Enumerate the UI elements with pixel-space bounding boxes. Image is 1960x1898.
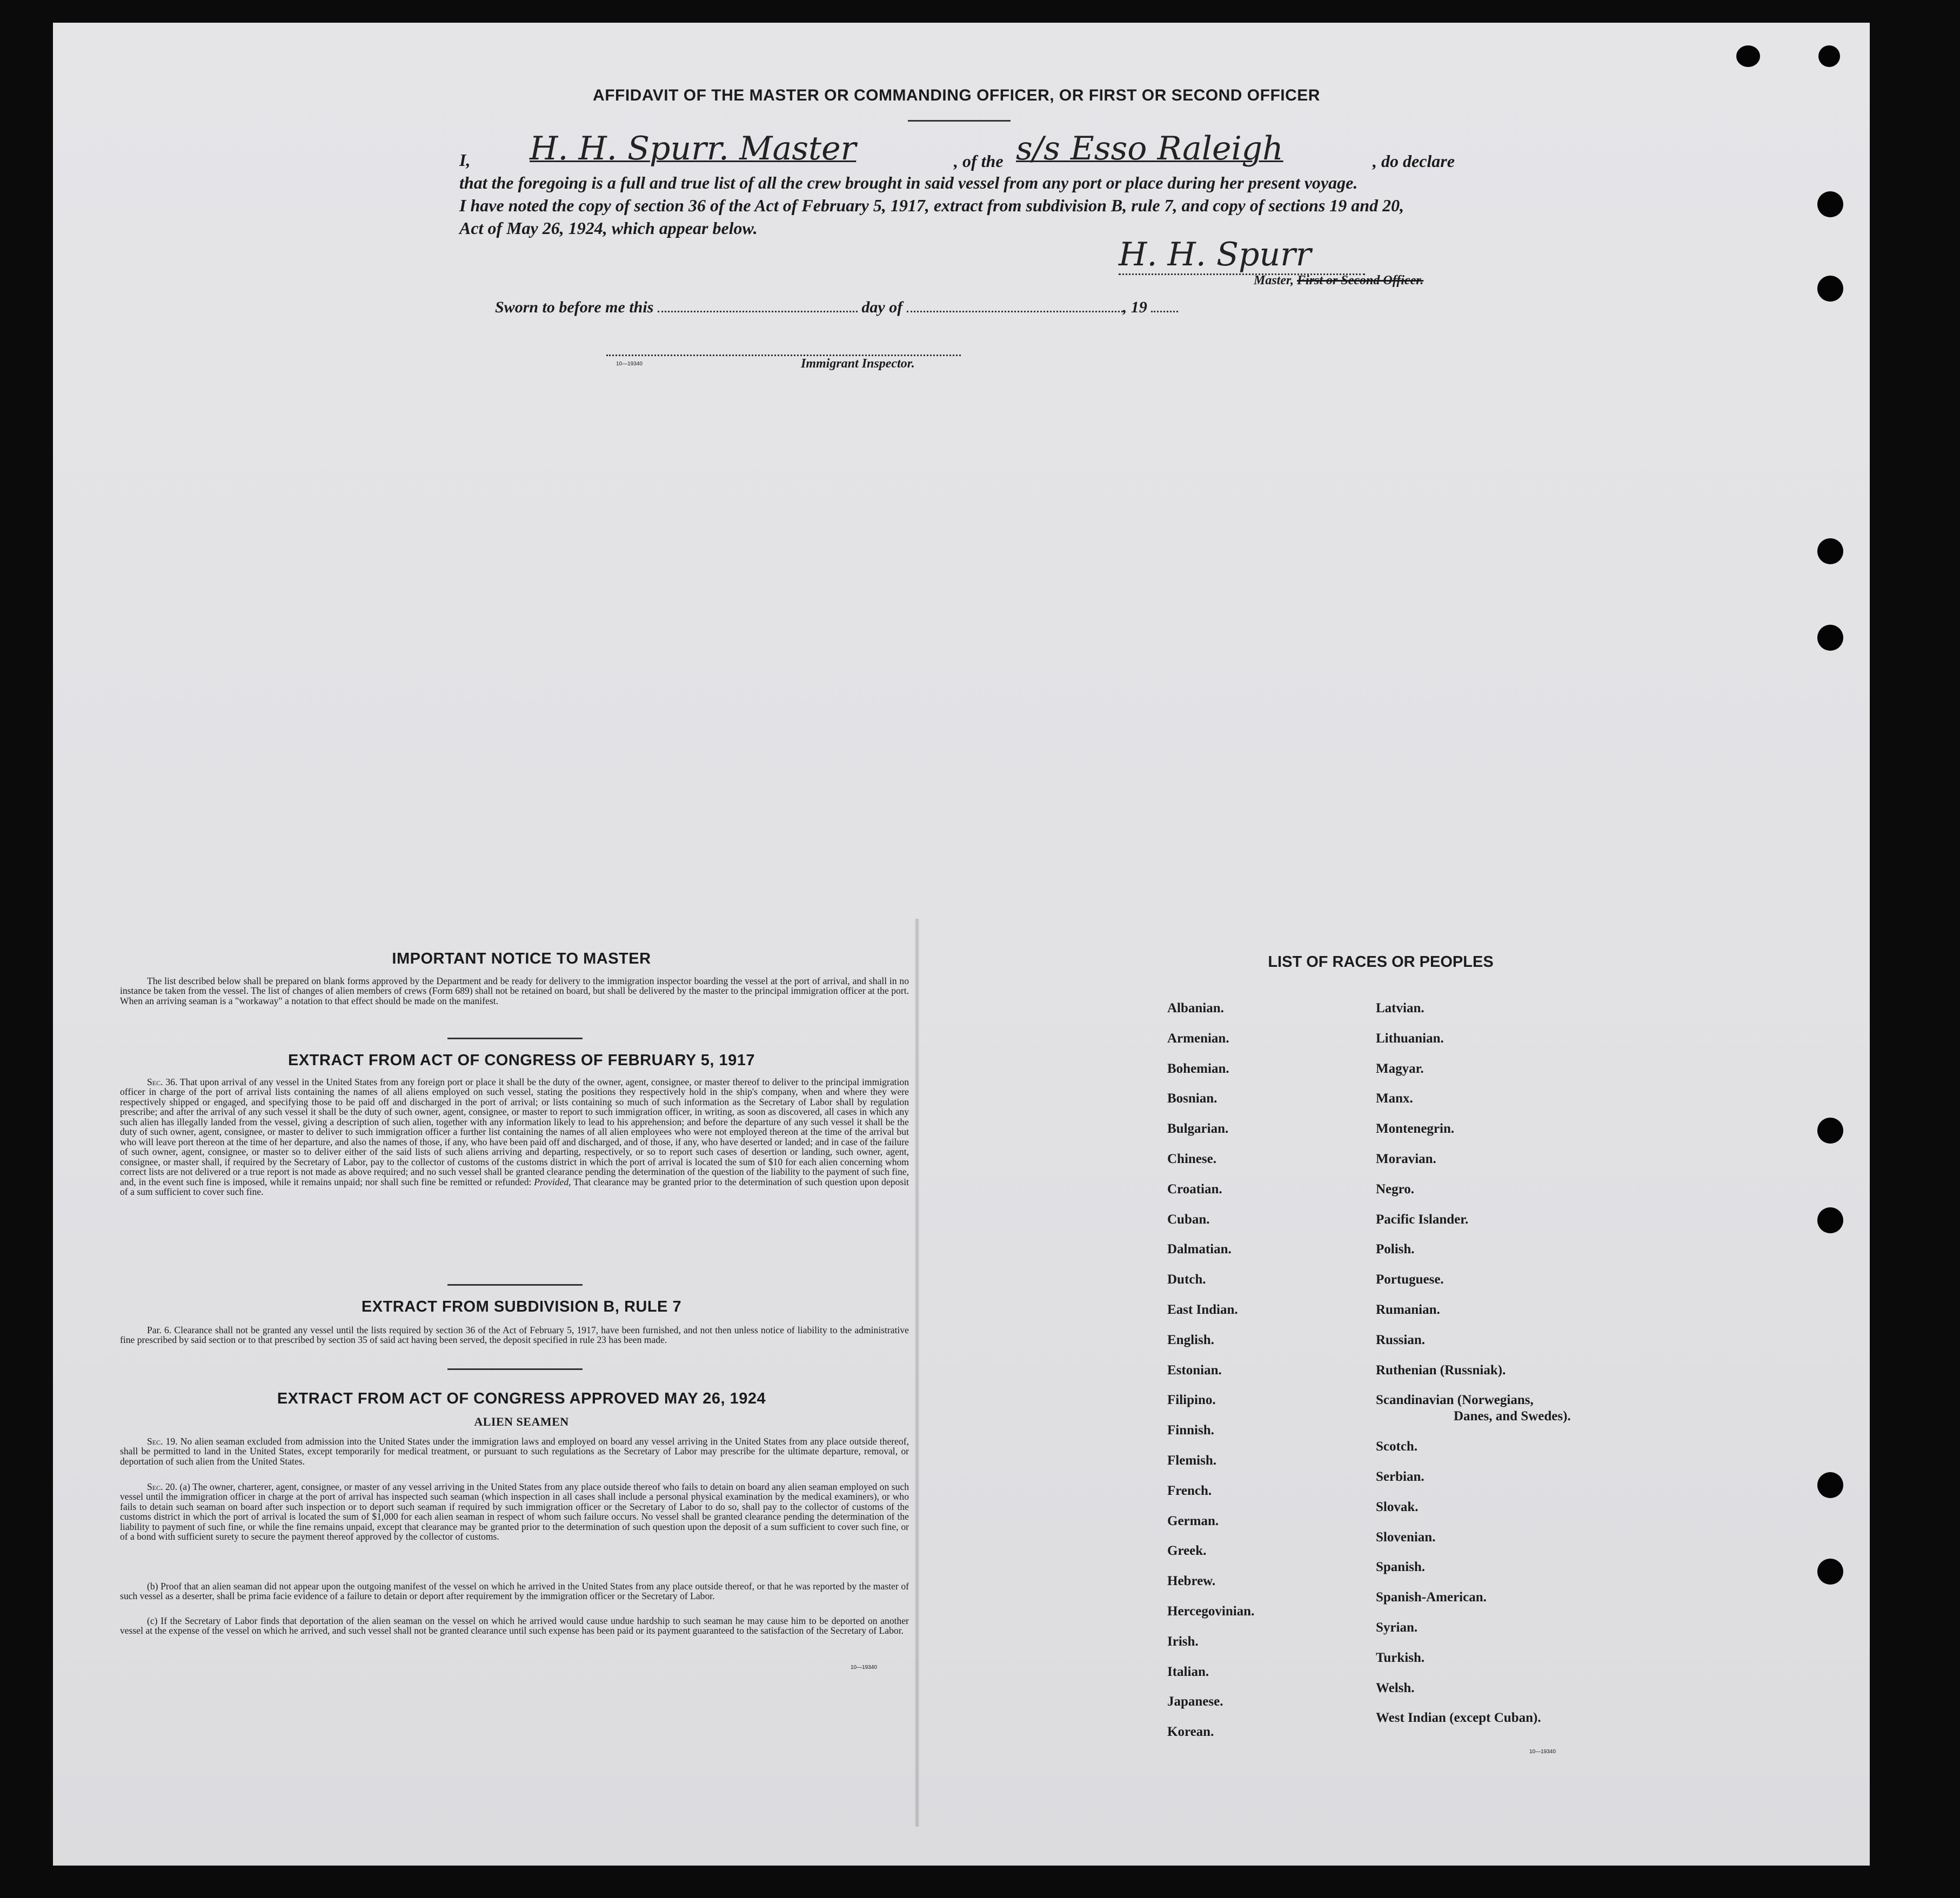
form-code: 10—19340 bbox=[616, 361, 643, 367]
form-code: 10—19340 bbox=[851, 1665, 877, 1670]
punch-hole bbox=[1817, 1472, 1843, 1498]
race-item: Russian. bbox=[1376, 1332, 1426, 1347]
month-blank bbox=[907, 311, 1123, 312]
race-item: Slovak. bbox=[1376, 1499, 1419, 1514]
extract-1917-text bbox=[120, 1077, 909, 1197]
race-item: Scotch. bbox=[1376, 1439, 1418, 1454]
race-item: Manx. bbox=[1376, 1091, 1413, 1106]
punch-hole bbox=[1817, 276, 1843, 302]
affidavit-line-4: Act of May 26, 1924, which appear below. bbox=[459, 218, 758, 238]
section-36-text-end: That clearance may be granted prior to the determination of such question upon deposit of a sum sufficient to cover such fine. bbox=[120, 1176, 909, 1198]
punch-hole bbox=[1817, 1559, 1843, 1585]
section-20a-body: (a) The owner, charterer, agent, consignee, or master of any vessel arriving in the United States from any place outside thereof who fails to detain on board any alien seaman employed on such vessel until the immigration officer in charge at the port of arrival has inspected such seaman (which inspection in all cases shall include a personal physical examination by the medical examiners), or who fails to detain such seaman on board after such inspection or to deport such seaman if required by such immigration officer or the Secretary of Labor to do so, shall pay to the collector of customs of the customs district in which the port of arrival is located the sum of $1,000 for each alien seaman in respect of whom such failure occurs. No vessel shall be granted clearance pending the determination of the liability to payment of such fine, or while the fine remains unpaid, except that clearance may be granted prior to the determination of such question upon the deposit of a sum sufficient to cover such fine, or of a bond with sufficient surety to secure the payment thereof approved by the collector of customs. bbox=[120, 1481, 909, 1542]
rule-7-title: EXTRACT FROM SUBDIVISION B, RULE 7 bbox=[361, 1298, 682, 1315]
race-item: Cuban. bbox=[1167, 1212, 1210, 1227]
section-20b-text: (b) Proof that an alien seaman did not appear upon the outgoing manifest of the vessel on which he arrived in the United States from any place outside thereof, or that he was reported by the master of such vessel as a deserter, shall be prima facie evidence of a failure to detain or deport after requirement by the immigration officer or the Secretary of Labor. bbox=[120, 1581, 909, 1602]
section-label: Sec. 36. bbox=[147, 1077, 178, 1087]
race-item: Syrian. bbox=[1376, 1620, 1418, 1635]
race-item: Greek. bbox=[1167, 1543, 1207, 1559]
race-item: Lithuanian. bbox=[1376, 1031, 1444, 1046]
provided-label: Provided, bbox=[534, 1176, 571, 1187]
race-item: Magyar. bbox=[1376, 1061, 1424, 1076]
race-item: French. bbox=[1167, 1483, 1212, 1498]
race-item: Portuguese. bbox=[1376, 1272, 1444, 1287]
race-item: English. bbox=[1167, 1332, 1214, 1347]
punch-hole bbox=[1818, 45, 1840, 67]
race-item: Montenegrin. bbox=[1376, 1121, 1455, 1137]
divider bbox=[447, 1284, 583, 1286]
alien-seamen-subtitle: ALIEN SEAMEN bbox=[474, 1415, 569, 1428]
struck-officer-caption: First or Second Officer. bbox=[1297, 273, 1424, 288]
race-item: Danes, and Swedes). bbox=[1454, 1409, 1571, 1424]
race-item: Scandinavian (Norwegians, bbox=[1376, 1393, 1534, 1408]
race-item: Irish. bbox=[1167, 1634, 1199, 1649]
race-item: Bosnian. bbox=[1167, 1091, 1218, 1106]
notice-text: The list described below shall be prepared on blank forms approved by the Department and be ready for delivery to the immigration inspector boarding the vessel at the port of arrival, and shall in no instance be taken from the vessel. The list of changes of alien members of crews (Form 689) shall not be retained on board, but shall be delivered by the master to the principal immigration officer at the port. When an arriving seaman is a "workaway" a notation to that effect should be made on the manifest. bbox=[120, 975, 909, 1006]
section-label: Sec. 20. bbox=[147, 1481, 177, 1492]
divider bbox=[908, 120, 1011, 122]
section-19-text bbox=[120, 1436, 909, 1466]
race-item: Bohemian. bbox=[1167, 1061, 1229, 1076]
race-item: Hebrew. bbox=[1167, 1574, 1216, 1589]
race-item: Dutch. bbox=[1167, 1272, 1206, 1287]
affidavit-line-1 bbox=[459, 150, 470, 170]
signature-caption bbox=[1254, 273, 1423, 288]
rule-7-text: Par. 6. Clearance shall not be granted any vessel until the lists required by section 36 of the Act of February 5, 1917, have been furnished, and not then unless notice of liability to the administrative fine prescribed by said section or to that prescribed by section 35 of said act having been served, the deposit specified in rule 23 has been made. bbox=[120, 1325, 909, 1346]
punch-hole bbox=[1817, 1207, 1843, 1233]
extract-1924-title: EXTRACT FROM ACT OF CONGRESS APPROVED MAY 26, 1924 bbox=[277, 1390, 766, 1407]
vessel-name-handwritten: s/s Esso Raleigh bbox=[1016, 130, 1283, 168]
section-label: Sec. 19. bbox=[147, 1436, 178, 1447]
race-item: Ruthenian (Russniak). bbox=[1376, 1362, 1506, 1378]
i-label: I, bbox=[459, 150, 471, 170]
race-item: Hercegovinian. bbox=[1167, 1604, 1255, 1619]
section-19-body: No alien seaman excluded from admission into the United States under the immigration laws and employed on board any vessel arriving in the United States from any place outside thereof, shall be permitted to land in the United States, except temporarily for medical treatment, or pursuant to such regulations as the Secretary of Labor may prescribe for the ultimate departure, removal, or deportation of such alien from the United States. bbox=[120, 1436, 909, 1467]
inspector-signature-line bbox=[606, 355, 961, 356]
section-20c-text: (c) If the Secretary of Labor finds that deportation of the alien seaman on the vessel on which he arrived would cause undue hardship to such seaman he may cause him to be deported on another vessel at the expense of the vessel on which he arrived, and such vessel shall not be granted clearance until such expense has been paid or its payment guaranteed to the satisfaction of the Secretary of Labor. bbox=[120, 1615, 909, 1636]
race-item: German. bbox=[1167, 1513, 1219, 1528]
race-item: Filipino. bbox=[1167, 1393, 1216, 1408]
punch-hole bbox=[1817, 1118, 1843, 1144]
race-item: Negro. bbox=[1376, 1181, 1415, 1197]
race-item: Latvian. bbox=[1376, 1001, 1424, 1015]
section-20a-text bbox=[120, 1482, 909, 1542]
year-label: , 19 bbox=[1122, 298, 1147, 316]
race-item: Chinese. bbox=[1167, 1152, 1216, 1166]
signer-name-handwritten: H. H. Spurr. Master bbox=[530, 130, 857, 168]
race-item: Turkish. bbox=[1376, 1650, 1425, 1665]
race-item: Serbian. bbox=[1376, 1469, 1424, 1484]
of-the-label: , of the bbox=[954, 151, 1004, 171]
race-item: Italian. bbox=[1167, 1664, 1209, 1679]
race-item: East Indian. bbox=[1167, 1302, 1238, 1317]
race-item: Moravian. bbox=[1376, 1152, 1436, 1166]
sworn-label: Sworn to before me this bbox=[495, 298, 654, 316]
race-item: Spanish-American. bbox=[1376, 1590, 1487, 1605]
affidavit-line-2: that the foregoing is a full and true list of all the crew brought in said vessel from any port or place during her present voyage. bbox=[459, 173, 1358, 192]
race-item: Slovenian. bbox=[1376, 1529, 1436, 1545]
race-item: Finnish. bbox=[1167, 1423, 1214, 1438]
punch-hole bbox=[1817, 191, 1843, 217]
year-blank bbox=[1151, 311, 1178, 312]
race-item: Dalmatian. bbox=[1167, 1242, 1232, 1257]
race-item: Korean. bbox=[1167, 1725, 1214, 1740]
inspector-label: Immigrant Inspector. bbox=[801, 357, 915, 371]
divider bbox=[447, 1368, 583, 1370]
affidavit-line-3: I have noted the copy of section 36 of the Act of February 5, 1917, extract from subdivision B, rule 7, and copy of sections 19 and 20, bbox=[459, 196, 1404, 215]
race-item: Armenian. bbox=[1167, 1031, 1229, 1046]
race-item: Japanese. bbox=[1167, 1694, 1223, 1709]
punch-hole bbox=[1817, 538, 1843, 564]
notice-title: IMPORTANT NOTICE TO MASTER bbox=[392, 950, 651, 967]
affidavit-title: AFFIDAVIT OF THE MASTER OR COMMANDING OFFICER, OR FIRST OR SECOND OFFICER bbox=[593, 86, 1320, 104]
race-item: Welsh. bbox=[1376, 1680, 1415, 1695]
master-signature-handwritten: H. H. Spurr bbox=[1119, 236, 1365, 275]
extract-1917-title: EXTRACT FROM ACT OF CONGRESS OF FEBRUARY 5, 1917 bbox=[287, 1052, 755, 1069]
race-item: Polish. bbox=[1376, 1242, 1415, 1257]
form-code: 10—19340 bbox=[1529, 1749, 1556, 1755]
race-item: Albanian. bbox=[1167, 1001, 1224, 1015]
do-declare-label: , do declare bbox=[1373, 151, 1455, 171]
race-item: Estonian. bbox=[1167, 1362, 1222, 1378]
day-of-label: day of bbox=[861, 298, 903, 316]
section-36-text: That upon arrival of any vessel in the United States from any foreign port or place it shall be the duty of the owner, agent, consignee, or master thereof to deliver to the principal immigration officer in charge of the port of arrival lists containing the names of all aliens employed on such vessel, stating the positions they respectively hold in the ship's company, when and where they were respectively shipped or engaged, and specifying those to be paid off and discharged in the port of arrival; or lists containing so much of such information as the Secretary of Labor shall by regulation prescribe; and after the arrival of any such vessel it shall be the duty of such owner, agent, consignee, or master to report to such immigration officer, in writing, as soon as discovered, all cases in which any such alien has illegally landed from the vessel, giving a description of such alien, together with any information likely to lead to his apprehension; and before the departure of any such vessel it shall be the duty of such owner, agent, consignee, or master to deliver to such immigration officer a further list containing the names of all alien employees who were not employed thereon at the time of the arrival but who will leave port thereon at the time of her departure, and also the names of those, if any, who have been paid off and discharged, and of those, if any, who have deserted or landed; and in case of the failure of such owner, agent, consignee, or master so to deliver either of the said lists of such aliens arriving and departing, respectively, or so to report such cases of desertion or landing, such owner, agent, consignee, or master shall, if required by the Secretary of Labor, pay to the collector of customs of the customs district in which the port of arrival is located the sum of $10 for each alien concerning whom correct lists are not delivered or a true report is not made as above required; and no such vessel shall be granted clearance pending the determination of the question of the liability to the payment of such fine, and, in the event such fine is imposed, while it remains unpaid; nor shall such fine be remitted or refunded: bbox=[120, 1077, 909, 1187]
race-item: Pacific Islander. bbox=[1376, 1212, 1469, 1227]
sworn-date-blank bbox=[658, 311, 858, 312]
race-item: Rumanian. bbox=[1376, 1302, 1440, 1317]
races-title: LIST OF RACES OR PEOPLES bbox=[1268, 953, 1494, 971]
race-item: Flemish. bbox=[1167, 1453, 1216, 1468]
master-caption: Master, bbox=[1254, 273, 1294, 288]
race-item: Bulgarian. bbox=[1167, 1121, 1229, 1137]
punch-hole bbox=[1736, 45, 1760, 67]
sworn-line bbox=[495, 298, 1178, 317]
race-item: Spanish. bbox=[1376, 1560, 1426, 1575]
punch-hole bbox=[1817, 625, 1843, 651]
race-item: Croatian. bbox=[1167, 1181, 1222, 1197]
race-item: West Indian (except Cuban). bbox=[1376, 1710, 1541, 1726]
divider bbox=[447, 1038, 583, 1039]
